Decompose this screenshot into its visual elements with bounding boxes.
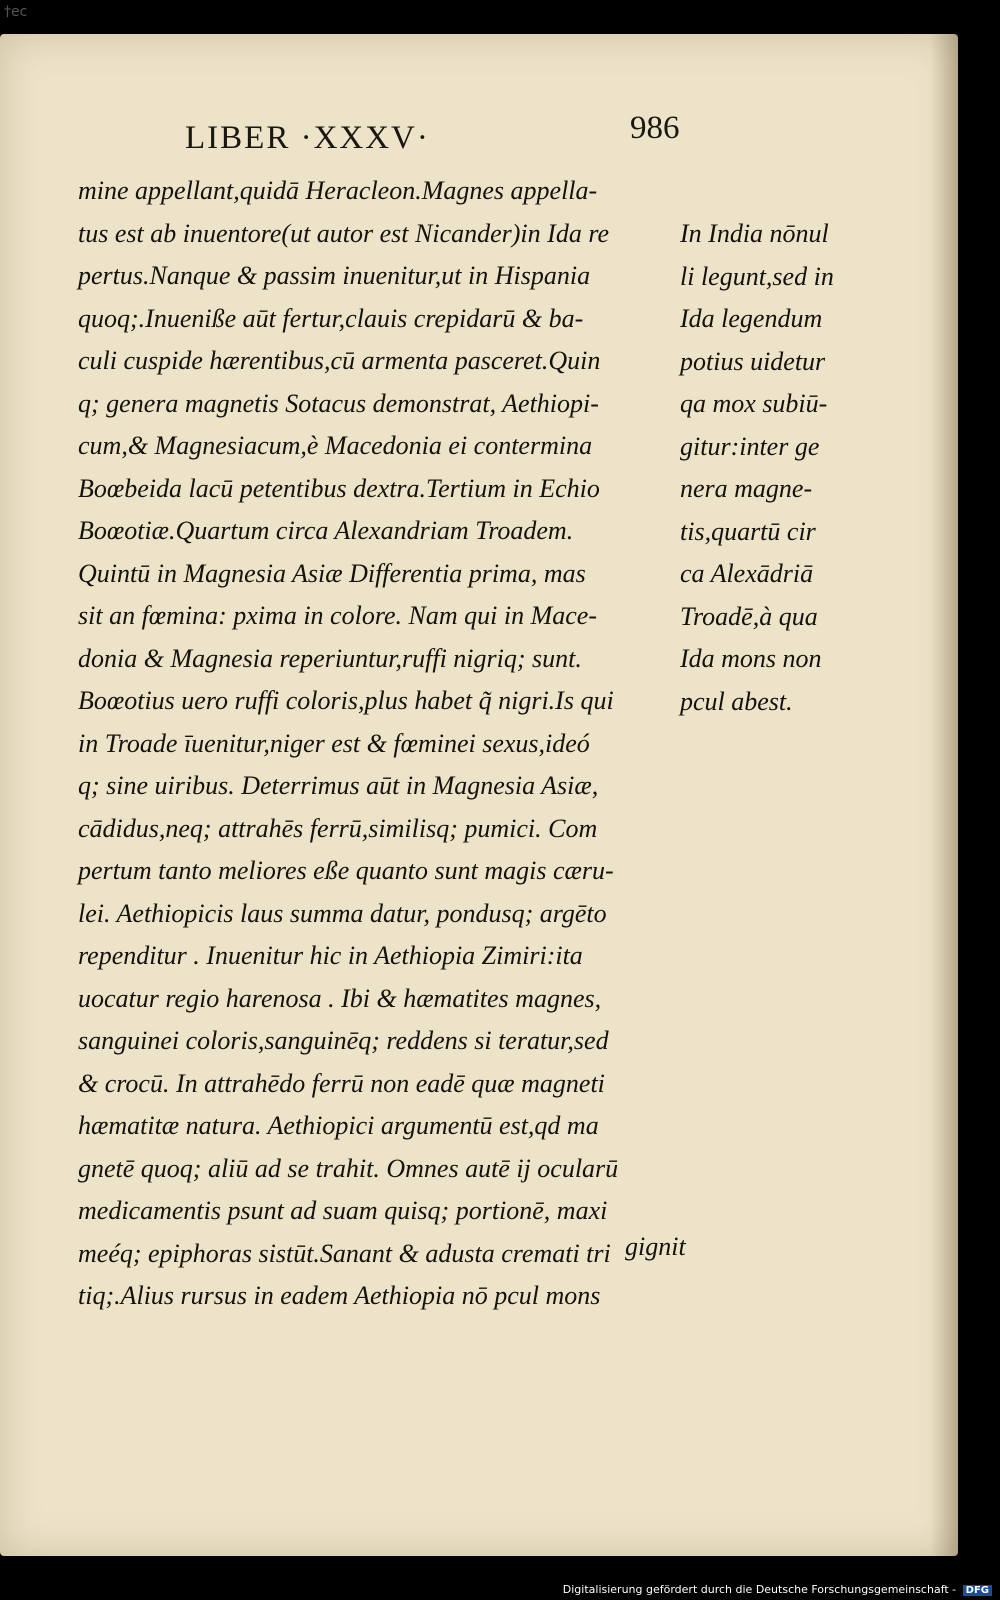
margin-line: pcul abest.: [680, 686, 793, 716]
text-line: uocatur regio harenosa . Ibi & hæmatites magnes,: [78, 983, 602, 1013]
text-line: Boœotius uero ruffi coloris,plus habet q̃ nigri.Is qui: [78, 686, 614, 715]
text-line: quoq;.Inueniße aūt fertur,clauis crepidarū & ba-: [78, 303, 584, 333]
text-line: Quintū in Magnesia Asiæ Differentia prima, mas: [78, 558, 586, 588]
text-line: Boœbeida lacū petentibus dextra.Tertium in Echio: [78, 473, 600, 503]
text-line: hæmatitæ natura. Aethiopici argumentū est,qd ma: [78, 1111, 599, 1140]
margin-line: ca Alexādriā: [680, 559, 814, 588]
text-line: & crocū. In attrahēdo ferrū non eadē quæ magneti: [78, 1068, 605, 1098]
margin-line: gitur:inter ge: [680, 431, 820, 461]
page-number: 986: [630, 110, 680, 146]
dfg-logo[interactable]: DFG: [963, 1585, 992, 1596]
corner-mark: †ec: [4, 4, 28, 20]
footer-credit: [563, 1583, 992, 1596]
text-line: pertus.Nanque & passim inuenitur,ut in Hispania: [78, 261, 591, 290]
text-line: lei. Aethiopicis laus summa datur, pondusq; argēto: [78, 898, 607, 928]
text-line: q; sine uiribus. Deterrimus aūt in Magnesia Asiæ,: [78, 771, 599, 800]
text-line: culi cuspide hærentibus,cū armenta pasceret.Quin: [78, 346, 601, 375]
catchword: gignit: [625, 1232, 686, 1261]
text-line: sit an fœmina: pxima in colore. Nam qui in Mace-: [78, 601, 597, 630]
footer-credit-text: Digitalisierung gefördert durch die Deutsche Forschungsgemeinschaft -: [562, 1583, 957, 1596]
text-line: tus est ab inuentore(ut autor est Nicander)in Ida re: [78, 218, 610, 248]
margin-line: qa mox subiū-: [680, 389, 828, 418]
text-line: rependitur . Inuenitur hic in Aethiopia Zimiri:ita: [78, 941, 583, 970]
running-head: LIBER ·XXXV·: [185, 120, 430, 156]
margin-line: li legunt,sed in: [680, 261, 834, 291]
margin-line: In India nōnul: [680, 219, 829, 248]
text-line: donia & Magnesia reperiuntur,ruffi nigriq; sunt.: [78, 643, 582, 673]
margin-line: nera magne-: [680, 474, 813, 503]
text-line: meéq; epiphoras sistūt.Sanant & adusta cremati tri: [78, 1238, 611, 1268]
margin-line: tis,quartū cir: [680, 516, 816, 546]
margin-line: Ida legendum: [680, 304, 823, 333]
text-line: cādidus,neq; attrahēs ferrū,similisq; pumici. Com: [78, 813, 598, 843]
main-text-column: [78, 170, 718, 1318]
text-line: Boœotiæ.Quartum circa Alexandriam Troadem.: [78, 516, 574, 545]
text-line: q; genera magnetis Sotacus demonstrat, Aethiopi-: [78, 388, 599, 418]
text-line: gnetē quoq; aliū ad se trahit. Omnes autē ij ocularū: [78, 1153, 619, 1183]
text-line: cum,& Magnesiacum,è Macedonia ei contermina: [78, 431, 593, 460]
text-line: sanguinei coloris,sanguinēq; reddens si teratur,sed: [78, 1026, 609, 1055]
margin-line: Ida mons non: [680, 644, 822, 673]
marginal-note: [680, 213, 940, 723]
margin-line: potius uidetur: [680, 346, 826, 376]
text-line: mine appellant,quidā Heracleon.Magnes appella-: [78, 176, 598, 205]
text-line: pertum tanto meliores eße quanto sunt magis cæru-: [78, 856, 614, 885]
text-line: in Troade īuenitur,niger est & fœminei sexus,ideó: [78, 728, 590, 758]
text-line: tiq;.Alius rursus in eadem Aethiopia nō pcul mons: [78, 1281, 601, 1310]
text-line: medicamentis psunt ad suam quisq; portionē, maxi: [78, 1196, 608, 1225]
margin-line: Troadē,à qua: [680, 601, 818, 631]
